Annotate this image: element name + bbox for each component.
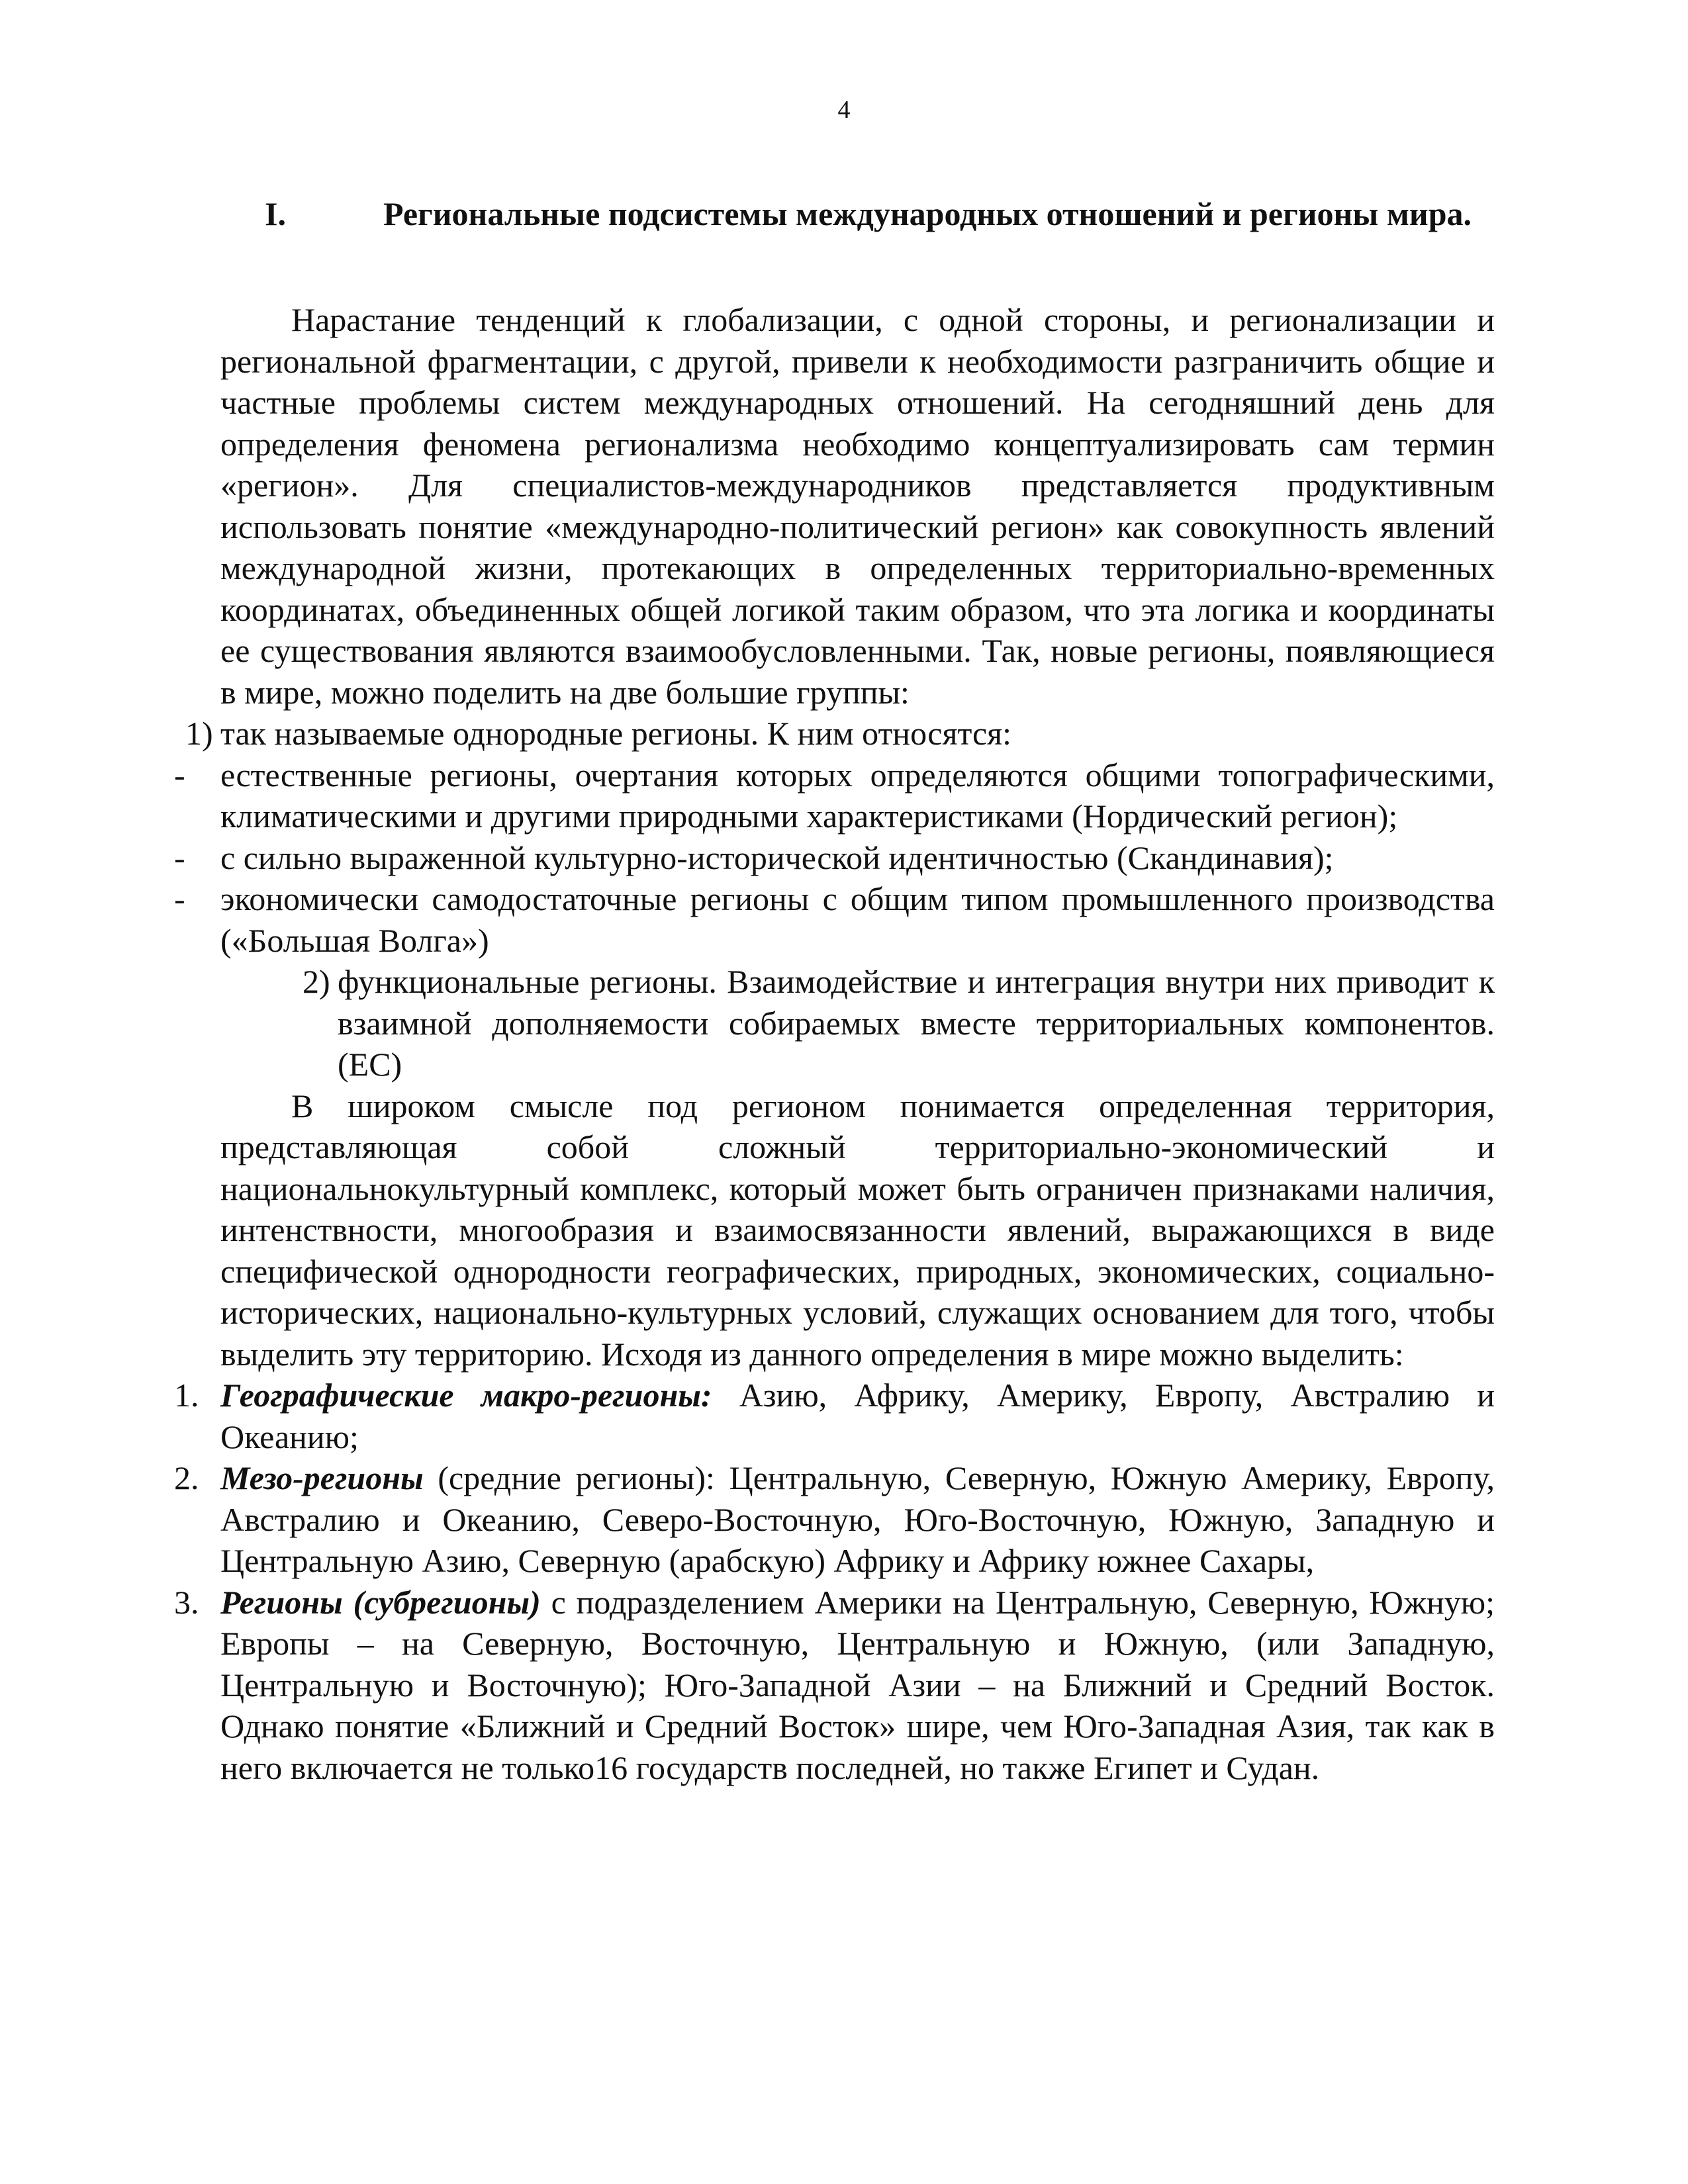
dash-item-text: с сильно выраженной культурно-исторической идентичностью (Скандинавия); (220, 839, 1334, 876)
dash-list-item (174, 837, 1495, 879)
region-number: 2. (174, 1459, 199, 1496)
region-text: Азию, Африку, Америку, Европу, Австралию и Океанию; (220, 1377, 1495, 1455)
region-term: Мезо-регионы (220, 1459, 424, 1496)
page-number: 4 (837, 96, 851, 124)
group-number: 2) (303, 963, 330, 1000)
group-number: 1) (185, 715, 213, 752)
intro-paragraph: Нарастание тенденций к глобализации, с одной стороны, и регионализации и региональной фрагментации, с другой, привели к необходимости разграничить общие и частные проблемы систем международных отношений. На сегодняшний день для определения феномена регионализма необходимо концептуализировать сам термин «регион». Для специалистов-международников представляется продуктивным использовать понятие «международно-политический регион» как совокупность явлений международной жизни, протекающих в определенных территориально-временных координатах, объединенных общей логикой таким образом, что эта логика и координаты ее существования являются взаимообусловленными. Так, новые регионы, появляющиеся в мире, можно поделить на две большие группы: (220, 301, 1495, 711)
group-item-functional (303, 961, 1495, 1085)
dash-marker: - (174, 756, 185, 794)
region-list-item (174, 1375, 1495, 1457)
region-term: Регионы (субрегионы) (220, 1583, 541, 1621)
dash-item-text: экономически самодостаточные регионы с общим типом промышленного производства («Большая Волга») (220, 880, 1495, 959)
region-number: 3. (174, 1583, 199, 1621)
definition-paragraph: В широком смысле под регионом понимается определенная территория, представляющая собой сложный территориально-экономический и национальнокультурный комплекс, который может быть ограничен признаками наличия, интенствности, многообразия и взаимосвязанности явлений, выражающихся в виде специфической однородности географических, природных, экономических, социально-исторических, национально-культурных условий, служащих основанием для того, чтобы выделить эту территорию. Исходя из данного определения в мире можно выделить: (220, 1087, 1495, 1373)
region-list-item (174, 1582, 1495, 1789)
region-text: (средние регионы): Центральную, Северную, Южную Америку, Европу, Австралию и Океанию, Северо-Восточную, Юго-Восточную, Южную, Западную и Центральную Азию, Северную (арабскую) Африку и Африку южнее Сахары, (220, 1459, 1495, 1579)
group-item-homogeneous (185, 713, 1495, 754)
dash-marker: - (174, 839, 185, 876)
heading-number: I. (265, 195, 286, 232)
section-heading (265, 193, 1496, 234)
dash-marker: - (174, 880, 185, 917)
dash-item-text: естественные регионы, очертания которых определяются общими топографическими, климатическими и другими природными характеристиками (Нордический регион); (220, 756, 1495, 835)
dash-list-item (174, 754, 1495, 837)
group-text: функциональные регионы. Взаимодействие и интеграция внутри них приводит к взаимной дополняемости собираемых вместе территориальных компонентов. (ЕС) (338, 963, 1495, 1083)
group-text: так называемые однородные регионы. К ним относятся: (220, 715, 1012, 752)
document-body (174, 299, 1495, 1788)
dash-list-item (174, 878, 1495, 961)
heading-title: Региональные подсистемы международных отношений и регионы мира. (383, 195, 1472, 232)
region-number: 1. (174, 1377, 199, 1414)
region-term: Географические макро-регионы: (220, 1377, 712, 1414)
region-list-item (174, 1457, 1495, 1582)
region-text: с подразделением Америки на Центральную, Северную, Южную; Европы – на Северную, Восточную, Центральную и Южную, (или Западную, Центральную и Восточную); Юго-Западной Азии – на Ближний и Средний Восток. Однако понятие «Ближний и Средний Восток» шире, чем Юго-Западная Азия, так как в него включается не только16 государств последней, но также Египет и Судан. (220, 1583, 1495, 1786)
